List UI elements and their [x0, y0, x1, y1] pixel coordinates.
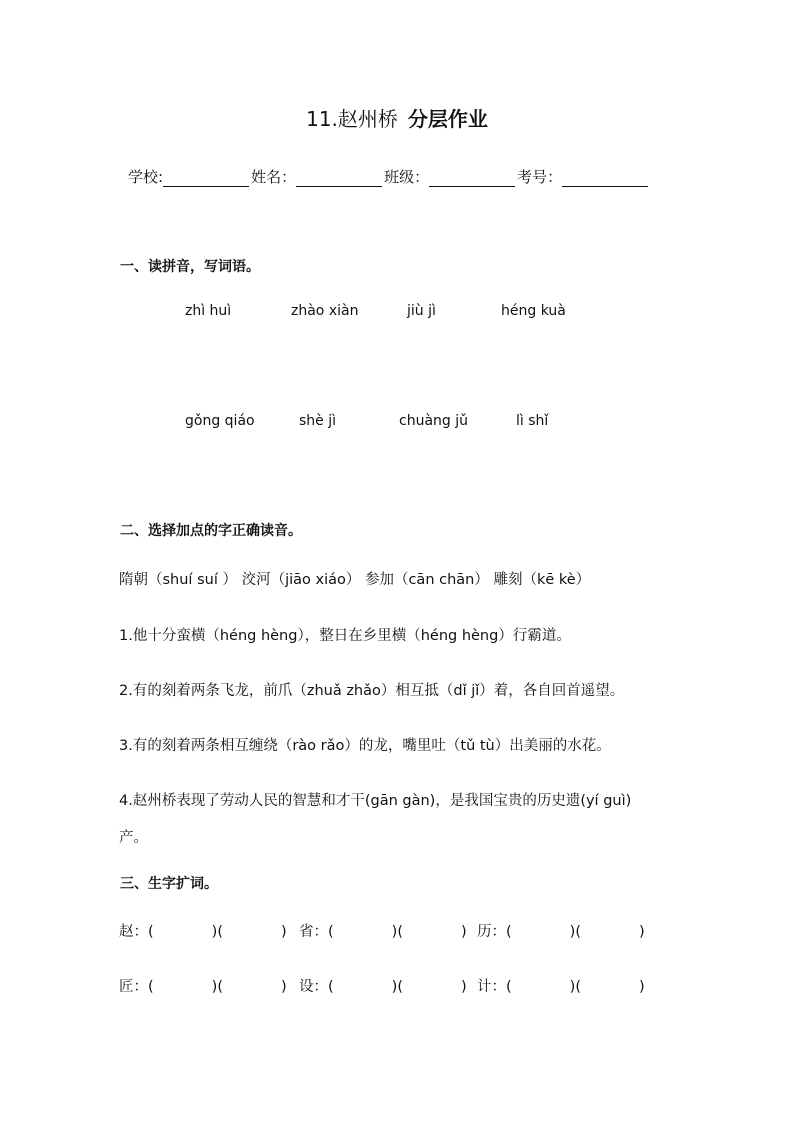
question-line-1: 1.他十分蛮横（héng hèng），整日在乡里横（héng hèng）行霸道。 — [119, 628, 571, 644]
pinyin-item: gǒng qiáo — [185, 413, 255, 429]
expand-item: 省：( )( ) — [299, 924, 467, 940]
pinyin-item: jiù jì — [407, 303, 436, 319]
question-line-4: 4.赵州桥表现了劳动人民的智慧和才干(gān gàn)，是我国宝贵的历史遗(yí guì) — [119, 793, 632, 809]
expand-item: 设：( )( ) — [299, 979, 467, 995]
section1-heading: 一、读拼音，写词语。 — [120, 259, 260, 275]
name-label: 姓名： — [251, 168, 297, 186]
school-label: 学校: — [128, 168, 164, 186]
pinyin-item: zhào xiàn — [291, 303, 359, 319]
pinyin-item: héng kuà — [501, 303, 566, 319]
question-line-4-cont: 产。 — [119, 830, 148, 846]
number-blank[interactable] — [562, 170, 648, 187]
page-title — [0, 103, 794, 132]
pinyin-item: shè jì — [299, 413, 337, 429]
expand-item: 匠：( )( ) — [119, 979, 287, 995]
question-line-2: 2.有的刻着两条飞龙，前爪（zhuǎ zhǎo）相互抵（dǐ jǐ）着，各自回首遥望。 — [119, 683, 625, 699]
section3-heading: 三、生字扩词。 — [120, 876, 218, 892]
expand-item: 赵：( )( ) — [119, 924, 287, 940]
section2-heading: 二、选择加点的字正确读音。 — [120, 523, 302, 539]
pinyin-item: chuàng jǔ — [399, 413, 468, 429]
school-blank[interactable] — [163, 170, 249, 187]
expand-item: 计：( )( ) — [477, 979, 645, 995]
question-line-0: 隋朝（shuí suí ） 洨河（jiāo xiáo） 参加（cān chān） 雕刻（kē kè） — [119, 572, 591, 588]
class-label: 班级： — [384, 168, 430, 186]
class-blank[interactable] — [429, 170, 515, 187]
title-main: 11.赵州桥 — [306, 107, 398, 131]
number-label: 考号： — [517, 168, 563, 186]
expand-item: 历：( )( ) — [477, 924, 645, 940]
student-info-row — [128, 166, 650, 187]
pinyin-item: lì shǐ — [516, 413, 549, 429]
question-line-3: 3.有的刻着两条相互缠绕（rào rǎo）的龙，嘴里吐（tǔ tù）出美丽的水花。 — [119, 738, 611, 754]
title-sub: 分层作业 — [407, 107, 488, 131]
pinyin-item: zhì huì — [185, 303, 232, 319]
name-blank[interactable] — [296, 170, 382, 187]
